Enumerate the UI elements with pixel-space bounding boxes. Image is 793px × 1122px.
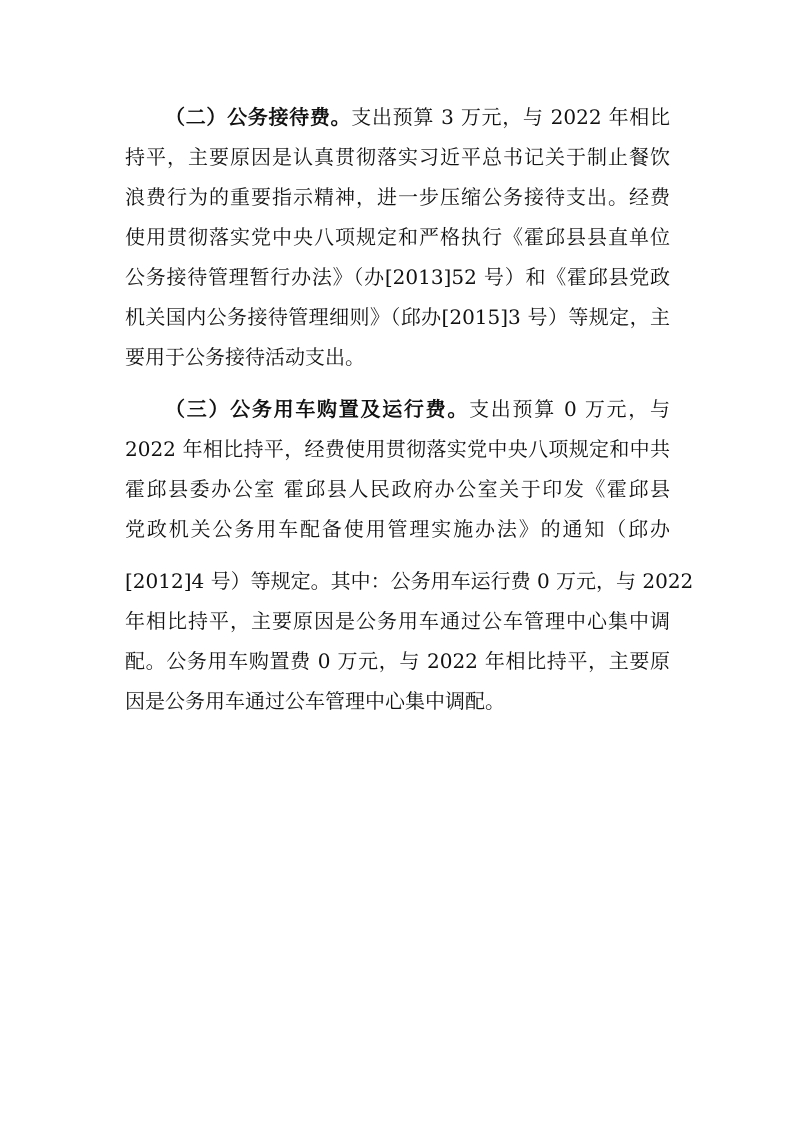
section-3-line-5: [2012]4 号）等规定。其中：公务用车运行费 0 万元，与 2022: [125, 569, 694, 593]
section-3-heading: （三）公务用车购置及运行费。: [165, 397, 470, 421]
section-2-line-7: 要用于公务接待活动支出。: [125, 345, 365, 369]
section-3-line-4: 党政机关公务用车配备使用管理实施办法》的通知（邱办: [125, 517, 670, 541]
section-3-line-2: 2022 年相比持平，经费使用贯彻落实党中央八项规定和中共: [125, 437, 670, 461]
section-2-line-1: 支出预算 3 万元，与 2022 年相比: [351, 105, 671, 129]
section-2-line-6: 机关国内公务接待管理细则》（邱办[2015]3 号）等规定，主: [125, 305, 670, 329]
section-3-line-7: 配。公务用车购置费 0 万元，与 2022 年相比持平，主要原: [125, 649, 670, 673]
section-3-first-line: [165, 389, 670, 429]
section-2-first-line: [165, 97, 670, 137]
section-2-line-5: 公务接待管理暂行办法》（办[2013]52 号）和《霍邱县党政: [125, 265, 670, 289]
section-2-line-4: 使用贯彻落实党中央八项规定和严格执行《霍邱县县直单位: [125, 225, 670, 249]
section-2-heading: （二）公务接待费。: [165, 105, 352, 129]
section-2-line-3: 浪费行为的重要指示精神，进一步压缩公务接待支出。经费: [125, 185, 670, 209]
section-3-line-1: 支出预算 0 万元，与: [469, 397, 670, 421]
section-3-line-8: 因是公务用车通过公车管理中心集中调配。: [125, 689, 505, 713]
section-3-line-6: 年相比持平，主要原因是公务用车通过公车管理中心集中调: [125, 609, 670, 633]
section-2-line-2: 持平，主要原因是认真贯彻落实习近平总书记关于制止餐饮: [125, 145, 670, 169]
section-3-line-3: 霍邱县委办公室 霍邱县人民政府办公室关于印发《霍邱县: [125, 477, 670, 501]
